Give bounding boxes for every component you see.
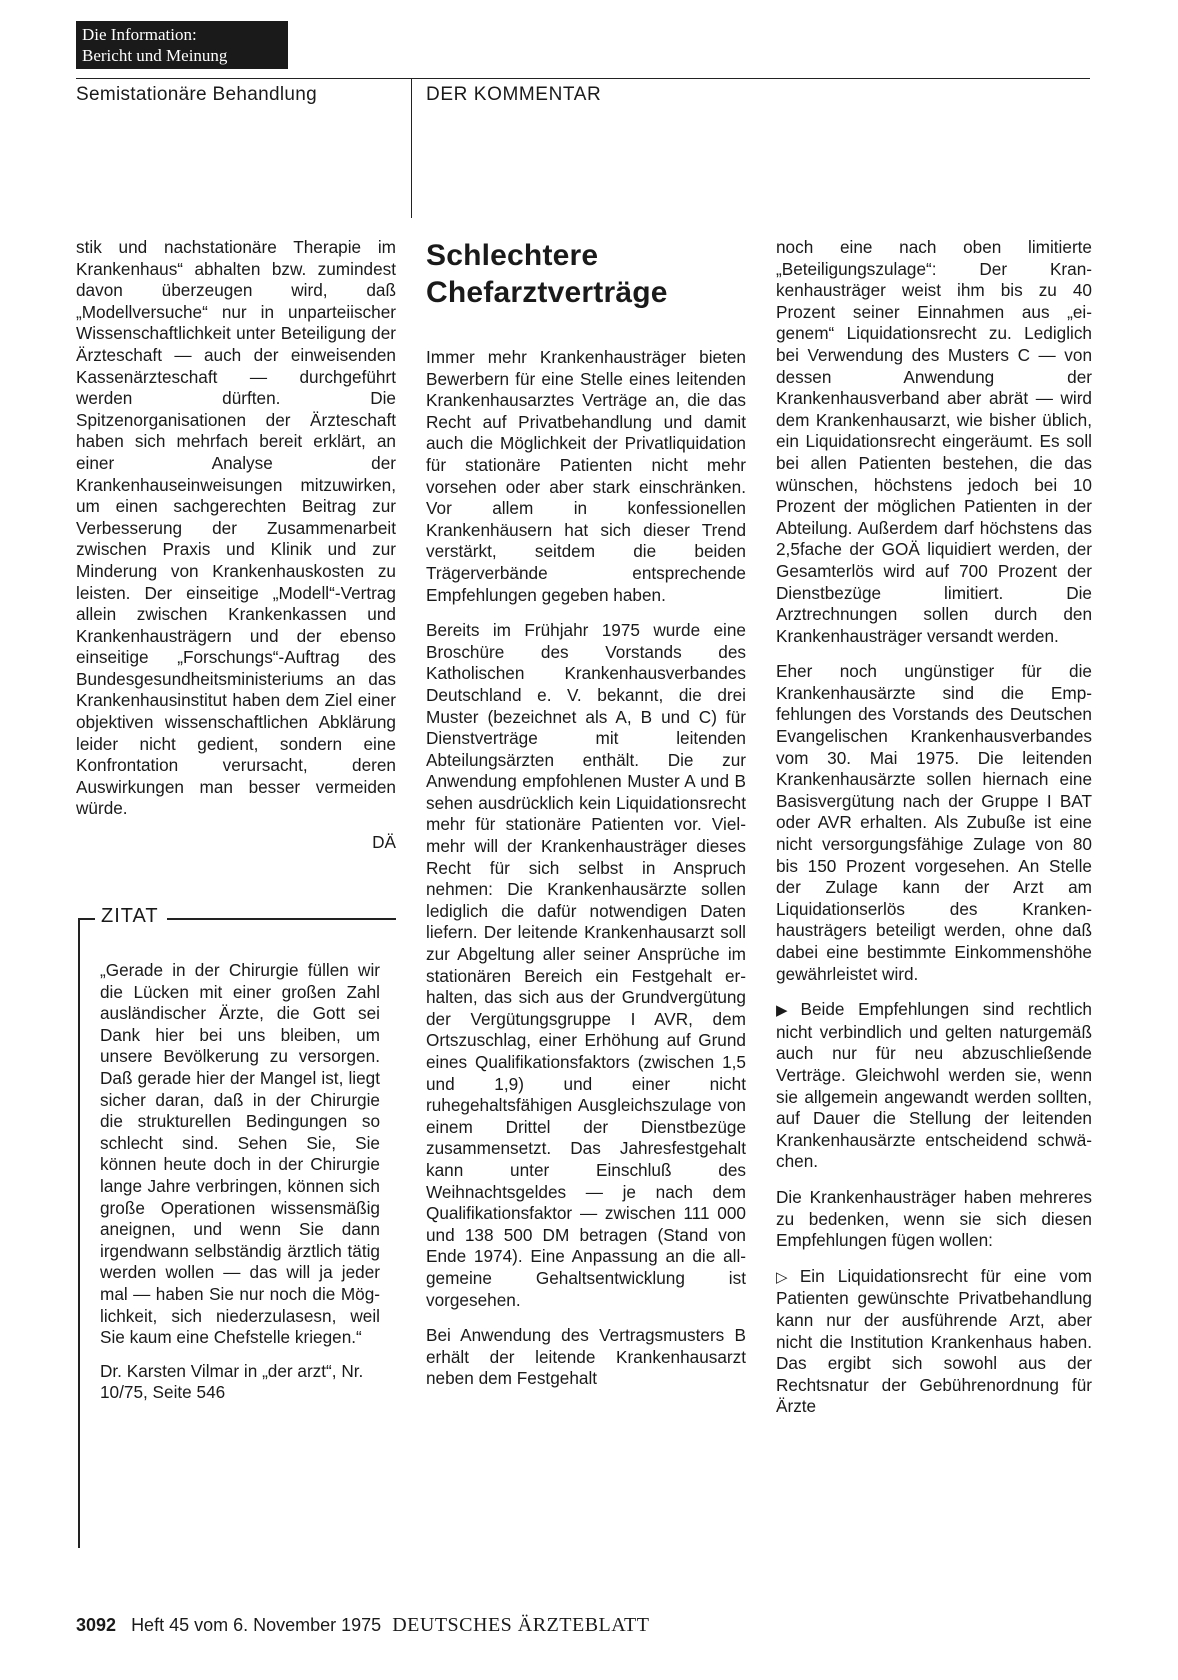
header-column-divider [411,78,412,218]
page-number: 3092 [76,1615,117,1635]
article-paragraph-6 [776,999,1092,1173]
outline-triangle-bullet-icon: ▷ [776,1268,796,1286]
page-footer [76,1614,649,1637]
section-header-left: Semistationäre Behandlung [76,84,317,105]
article-paragraph-2: Bereits im Frühjahr 1975 wurde eine Broschüre des Vorstands des Katholischen Krankenhausverbandes Deutschland e. V. bekannt, die drei Muster (bezeichnet als A, B und C) für Dienstverträge mit leitenden Abteilungsärzten enthält. Die zur Anwendung empfohlenen Muster A und B sehen ausdrücklich kein Liquidationsrecht mehr für stationäre Patienten vor. Vielmehr will der Krankenhausträger dieses Recht für sich selbst in Anspruch nehmen: Die Krankenhausärzte sollen lediglich die dafür notwendigen Daten liefern. Der leitende Krankenhausarzt soll zur Abgeltung aller seiner Ansprüche im stationären Bereich ein Festgehalt erhalten, das sich aus der Grundvergütung der Vergütungsgruppe I AVR, dem Ortszuschlag, einer Erhöhung auf Grund eines Qualifikationsfaktors (zwischen 1,5 und 1,9) und einer nicht ruhegehaltsfähigen Ausgleichszulage von einem Drittel der Dienstbezüge zusammensetzt. Das Jahresfestgehalt kann unter Einschluß des Weihnachtsgeldes — je nach dem Qualifikationsfaktor — zwischen 111 000 und 138 500 DM betragen (Stand von Ende 1974). Eine Anpassung an die allgemeine Gehaltsentwicklung ist vorgesehen. [426,620,746,1310]
zitat-quote: „Gerade in der Chirurgie füllen wir die Lücken mit einer großen Zahl ausländischer Ärzte, die Gott sei Dank hier bei uns bleiben, um unsere Bevölkerung zu versorgen. Daß gerade hier der Mangel ist, liegt sicher daran, daß in der Chirurgie die strukturellen Bedingungen so schlecht sind. Sehen Sie, Sie können heute doch in der Chirurgie lange Jahre verbringen, können sich große Operationen wissensmäßig aneignen, und wenn Sie dann irgendwann selbständig ärztlich tätig werden wollen — das will ja jeder mal — haben Sie nur noch die Möglichkeit, sich niederzulasesn, weil Sie kaum eine Chefstelle kriegen.“ [100,960,380,1348]
article-column-right [776,237,1092,1432]
article-column-middle [426,237,746,1404]
article-paragraph-5: Eher noch ungünstiger für die Krankenhausärzte sind die Empfehlungen des Vorstands des Deutschen Evangelischen Krankenhausverbandes vom 30. Mai 1975. Die leitenden Krankenhausärzte sollen hiernach eine Basisvergütung nach der Gruppe I BAT oder AVR erhalten. Als Zubuße ist eine nicht versorgungsfähige Zulage von 80 bis 150 Prozent vorgesehen. An Stelle der Zulage kann der Arzt am Liquidationserlös des Krankenhausträgers beteiligt werden, ohne daß dabei eine bestimmte Einkommenshöhe gewährleistet wird. [776,661,1092,984]
section-badge [76,21,288,69]
section-badge-line2: Bericht und Meinung [82,46,228,65]
zitat-source: Dr. Karsten Vilmar in „der arzt“, Nr. 10/75, Seite 546 [100,1360,364,1403]
section-badge-line1: Die Information: [82,25,197,44]
header-rule [76,78,1090,79]
article-paragraph-1: Immer mehr Krankenhausträger bieten Bewerbern für eine Stelle eines leitenden Krankenhausarztes Verträge an, die das Recht auf Privatbehandlung und damit auch die Möglichkeit der Privatliquidation für stationäre Patienten nicht mehr vorsehen oder aber stark einschränken. Vor allem in konfessionellen Krankenhäusern hat sich dieser Trend verstärkt, seitdem die beiden Trägerverbände entsprechende Empfehlungen gegeben haben. [426,347,746,605]
journal-name: DEUTSCHES ÄRZTEBLATT [392,1614,650,1636]
left-column [76,237,396,854]
article-paragraph-8 [776,1266,1092,1418]
article-paragraph-3: Bei Anwendung des Vertragsmusters B erhält der leitende Krankenhausarzt neben dem Festgehalt [426,1325,746,1389]
author-signature: DÄ [372,832,396,853]
article-headline-line2: Chefarztverträge [426,276,668,309]
article-paragraph-8-text: Ein Liquidationsrecht für eine vom Patienten gewünschte Privatbehandlung kann nur der ausführende Arzt, aber nicht die Institution Krankenhaus haben. Das ergibt sich sowohl aus der Rechtsnatur der Gebührenordnung für Ärzte [776,1265,1092,1417]
article-paragraph-7: Die Krankenhausträger haben mehreres zu bedenken, wenn sie sich diesen Empfehlungen fügen wollen: [776,1186,1092,1251]
left-column-paragraph: stik und nachstationäre Therapie im Krankenhaus“ abhalten bzw. zumindest davon überzeugen wird, daß „Modellversuche“ nur in unparteiischer Wissenschaftlichkeit unter Beteiligung der Ärzteschaft — auch der einweisenden Kassenärzteschaft — durchgeführt werden dürften. Die Spitzenorganisationen der Ärzteschaft haben sich mehrfach bereit erklärt, an einer Analyse der Krankenhauseinweisungen mitzuwirken, um einen sachgerechten Beitrag zur Verbesserung der Zusammenarbeit zwischen Praxis und Klinik und zur Minderung von Krankenhauskosten zu leisten. Der einseitige „Modell“-Vertrag allein zwischen Krankenkassen und Krankenhausträgern und der ebenso einseitige „Forschungs“-Auftrag des Bundesgesundheitsministeriums an das Krankenhausinstitut haben dem Ziel einer objektiven wissenschaftlichen Abklärung leider nicht gedient, sondern eine Konfrontation verursacht, deren Auswirkungen man besser vermeiden würde. [76,237,396,819]
article-headline [426,237,746,311]
article-paragraph-4: noch eine nach oben limitierte „Beteiligungszulage“: Der Krankenhausträger weist ihm bis zu 40 Prozent seiner Einnahmen aus „eigenem“ Liquidationsrecht zu. Lediglich bei Verwendung des Musters C — von dessen Anwendung der Krankenhausverband aber abrät — wird dem Krankenhausarzt, wie bisher üblich, ein Liquidationsrecht eingeräumt. Es soll bei allen Patienten bestehen, die das wünschen, höchstens jedoch bei 10 Prozent der möglichen Patienten in der Abteilung. Außerdem darf höchstens das 2,5fache der GOÄ liquidiert werden, der Gesamterlös wird auf 700 Prozent der Dienstbezüge limitiert. Die Arztrechnungen sollen durch den Krankenhausträger versandt werden. [776,237,1092,646]
zitat-label: ZITAT [95,905,167,928]
article-headline-line1: Schlechtere [426,239,599,272]
issue-info: Heft 45 vom 6. November 1975 [131,1615,382,1635]
zitat-content [100,960,380,1416]
article-paragraph-6-text: Beide Empfehlungen sind rechtlich nicht verbindlich und gelten naturgemäß auch nur für neu abzuschließende Verträge. Gleichwohl werden sie, wenn sie allgemein angewandt werden sollten, auf Dauer die Stellung der leitenden Krankenhausärzte entscheidend schwächen. [776,999,1092,1172]
filled-triangle-bullet-icon: ▶ [776,1002,797,1020]
section-header-right: DER KOMMENTAR [426,84,602,105]
